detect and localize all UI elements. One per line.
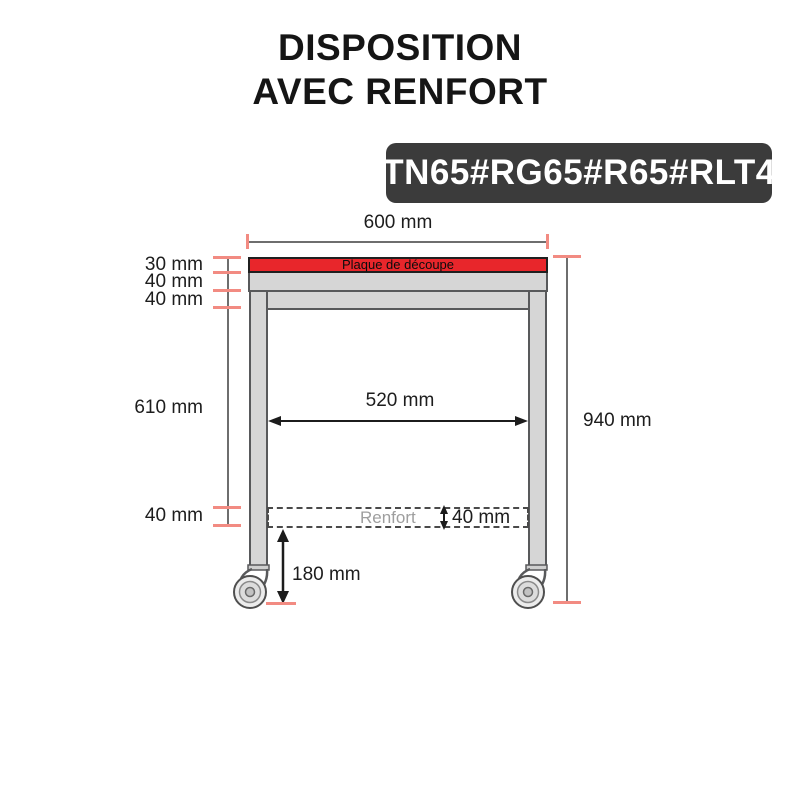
dim-label-total-height: 940 mm	[583, 410, 652, 431]
product-code-badge	[382, 143, 776, 203]
double-arrow-horizontal-icon	[266, 412, 530, 430]
caster-wheel-right-icon	[504, 564, 552, 618]
dim-tick-left-2	[213, 271, 241, 274]
dim-label-renfort-left: 40 mm	[144, 505, 203, 526]
dim-tick-left-4	[213, 306, 241, 309]
double-arrow-vertical-small-icon	[437, 505, 451, 530]
dim-line-top-width	[248, 241, 548, 243]
cutting-plate-label: Plaque de découpe	[341, 257, 455, 272]
dim-label-leg-space: 610 mm	[134, 397, 203, 418]
dim-tick-top-right	[546, 234, 549, 249]
dim-tick-left-5	[213, 506, 241, 509]
table-leg-right	[528, 290, 547, 570]
dim-line-left	[227, 257, 229, 527]
dim-tick-top-left	[246, 234, 249, 249]
dim-label-ground-clearance: 180 mm	[292, 564, 361, 585]
cutting-plate	[248, 257, 548, 273]
table-leg-left	[249, 290, 268, 570]
page-title	[0, 26, 800, 114]
dim-label-top-frame: 40 mm	[144, 271, 203, 292]
dim-tick-left-1	[213, 256, 241, 259]
renfort-label: Renfort	[360, 508, 416, 527]
dim-label-renfort-height: 40 mm	[452, 507, 511, 528]
dim-tick-left-6	[213, 524, 241, 527]
dim-label-top-width: 600 mm	[363, 212, 433, 233]
dim-label-plate-thickness: 30 mm	[144, 254, 203, 275]
dim-label-rail: 40 mm	[144, 289, 203, 310]
dim-tick-right-bottom	[553, 601, 581, 604]
title-line-1: DISPOSITION	[278, 27, 522, 68]
title-line-2: AVEC RENFORT	[252, 71, 548, 112]
dim-label-inner-width: 520 mm	[365, 390, 435, 411]
product-code-text: TN65#RG65#R65#RLT4	[382, 153, 776, 192]
table-top-frame	[248, 271, 548, 292]
dim-tick-right-top	[553, 255, 581, 258]
dim-tick-left-3	[213, 289, 241, 292]
double-arrow-vertical-icon	[272, 529, 294, 604]
dim-line-right	[566, 256, 568, 604]
table-rail	[266, 290, 530, 310]
caster-wheel-left-icon	[226, 564, 274, 618]
